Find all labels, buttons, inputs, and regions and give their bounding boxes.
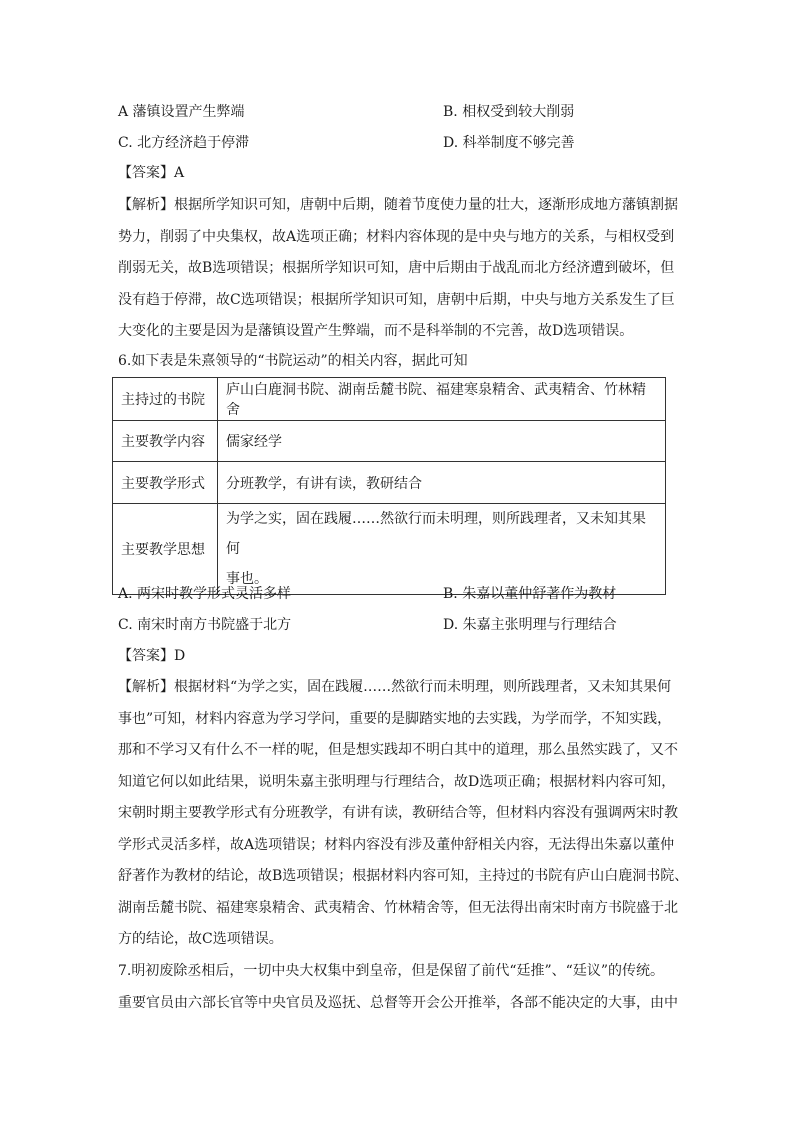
- q5-analysis-line: 没有趋于停滞，故C选项错误；根据所学知识可知，唐朝中后期，中央与地方关系发生了巨: [118, 291, 675, 308]
- table-row-value: 分班教学，有讲有读，教研结合: [218, 462, 666, 504]
- q6-info-table: [112, 377, 666, 595]
- q5-answer: 【答案】A: [118, 165, 185, 181]
- q7-line: 7.明初废除丞相后，一切中央大权集中到皇帝，但是保留了前代“廷推”、“廷议”的传统。: [118, 963, 664, 979]
- q5-option-a[interactable]: A 藩镇设置产生弊端: [118, 104, 245, 120]
- q5-option-d[interactable]: D. 科举制度不够完善: [443, 135, 575, 151]
- table-row-value: 庐山白鹿洞书院、湖南岳麓书院、福建寒泉精舍、武夷精舍、竹林精舍: [218, 378, 666, 421]
- q6-analysis-line: 方的结论，故C选项错误。: [118, 931, 283, 947]
- q5-option-b[interactable]: B. 相权受到较大削弱: [443, 104, 575, 120]
- q6-option-d[interactable]: D. 朱嘉主张明理与行理结合: [443, 617, 617, 633]
- q6-analysis: [118, 672, 689, 956]
- q6-analysis-line: 【解析】根据材料“为学之实，固在践履……然欲行而未明理，则所践理者，又未知其果何: [118, 679, 672, 695]
- q6-analysis-line: 事也”可知，材料内容意为学习学问，重要的是脚踏实地的去实践，为学而学，不知实践，: [118, 710, 672, 727]
- q5-analysis: [118, 190, 678, 348]
- table-row-label: 主要教学思想: [113, 504, 218, 595]
- q6-analysis-line: 舒著作为教材的结论，故B选项错误；根据材料内容可知，主持过的书院有庐山白鹿洞书院、: [118, 868, 689, 884]
- q6-options-row-1: [118, 583, 678, 605]
- q6-analysis-line: 那和不学习又有什么不一样的呢，但是想实践却不明白其中的道理，那么虽然实践了，又不: [118, 742, 678, 758]
- table-row: [113, 421, 666, 462]
- table-cell-line: 事也。: [226, 571, 268, 587]
- q6-question-title: 6.如下表是朱熹领导的“书院运动”的相关内容，据此可知: [118, 353, 468, 369]
- q5-analysis-line: 削弱无关，故B选项错误；根据所学知识可知，唐中后期由于战乱而北方经济遭到破坏，但: [118, 260, 675, 276]
- q7-line: 重要官员由六部长官等中央官员及巡抚、总督等开会公开推举，各部不能决定的大事，由中: [118, 994, 678, 1011]
- q7-question: [118, 956, 678, 1019]
- q6-analysis-line: 湖南岳麓书院、福建寒泉精舍、武夷精舍、竹林精舍等，但无法得出南宋时南方书院盛于北: [118, 899, 678, 916]
- q6-answer: 【答案】D: [118, 648, 186, 664]
- table-row-value: 儒家经学: [218, 421, 666, 462]
- q6-option-c[interactable]: C. 南宋时南方书院盛于北方: [118, 617, 292, 633]
- table-row: [113, 462, 666, 504]
- q5-options-row-1: [118, 101, 678, 123]
- table-cell-line: 为学之实，固在践履……然欲行而未明理，则所践理者，又未知其果何: [226, 511, 646, 557]
- q5-analysis-line: 势力，削弱了中央集权，故A选项正确；材料内容体现的是中央与地方的关系，与相权受到: [118, 228, 675, 245]
- q6-option-b[interactable]: B. 朱嘉以董仲舒著作为教材: [443, 586, 617, 602]
- q6-analysis-line: 知道它何以如此结果，说明朱嘉主张明理与行理结合，故D选项正确；根据材料内容可知，: [118, 773, 676, 790]
- table-row: [113, 504, 666, 595]
- table-row-label: 主要教学形式: [113, 462, 218, 504]
- q6-analysis-line: 宋朝时期主要教学形式有分班教学，有讲有读，教研结合等，但材料内容没有强调两宋时教: [118, 805, 678, 821]
- q6-option-a[interactable]: A. 两宋时教学形式灵活多样: [118, 586, 292, 602]
- q6-analysis-line: 学形式灵活多样，故A选项错误；材料内容没有涉及董仲舒相关内容，无法得出朱嘉以董仲: [118, 836, 675, 853]
- table-row-value: [218, 504, 666, 595]
- q5-analysis-line: 【解析】根据所学知识可知，唐朝中后期，随着节度使力量的壮大，逐渐形成地方藩镇割据: [118, 197, 678, 213]
- q6-options-row-2: [118, 614, 678, 636]
- table-row-label: 主要教学内容: [113, 421, 218, 462]
- q5-option-c[interactable]: C. 北方经济趋于停滞: [118, 135, 250, 151]
- q5-analysis-line: 大变化的主要是因为是藩镇设置产生弊端，而不是科举制的不完善，故D选项错误。: [118, 323, 634, 339]
- q5-options-row-2: [118, 132, 678, 154]
- table-row-label: 主持过的书院: [113, 378, 218, 421]
- table-row: [113, 378, 666, 421]
